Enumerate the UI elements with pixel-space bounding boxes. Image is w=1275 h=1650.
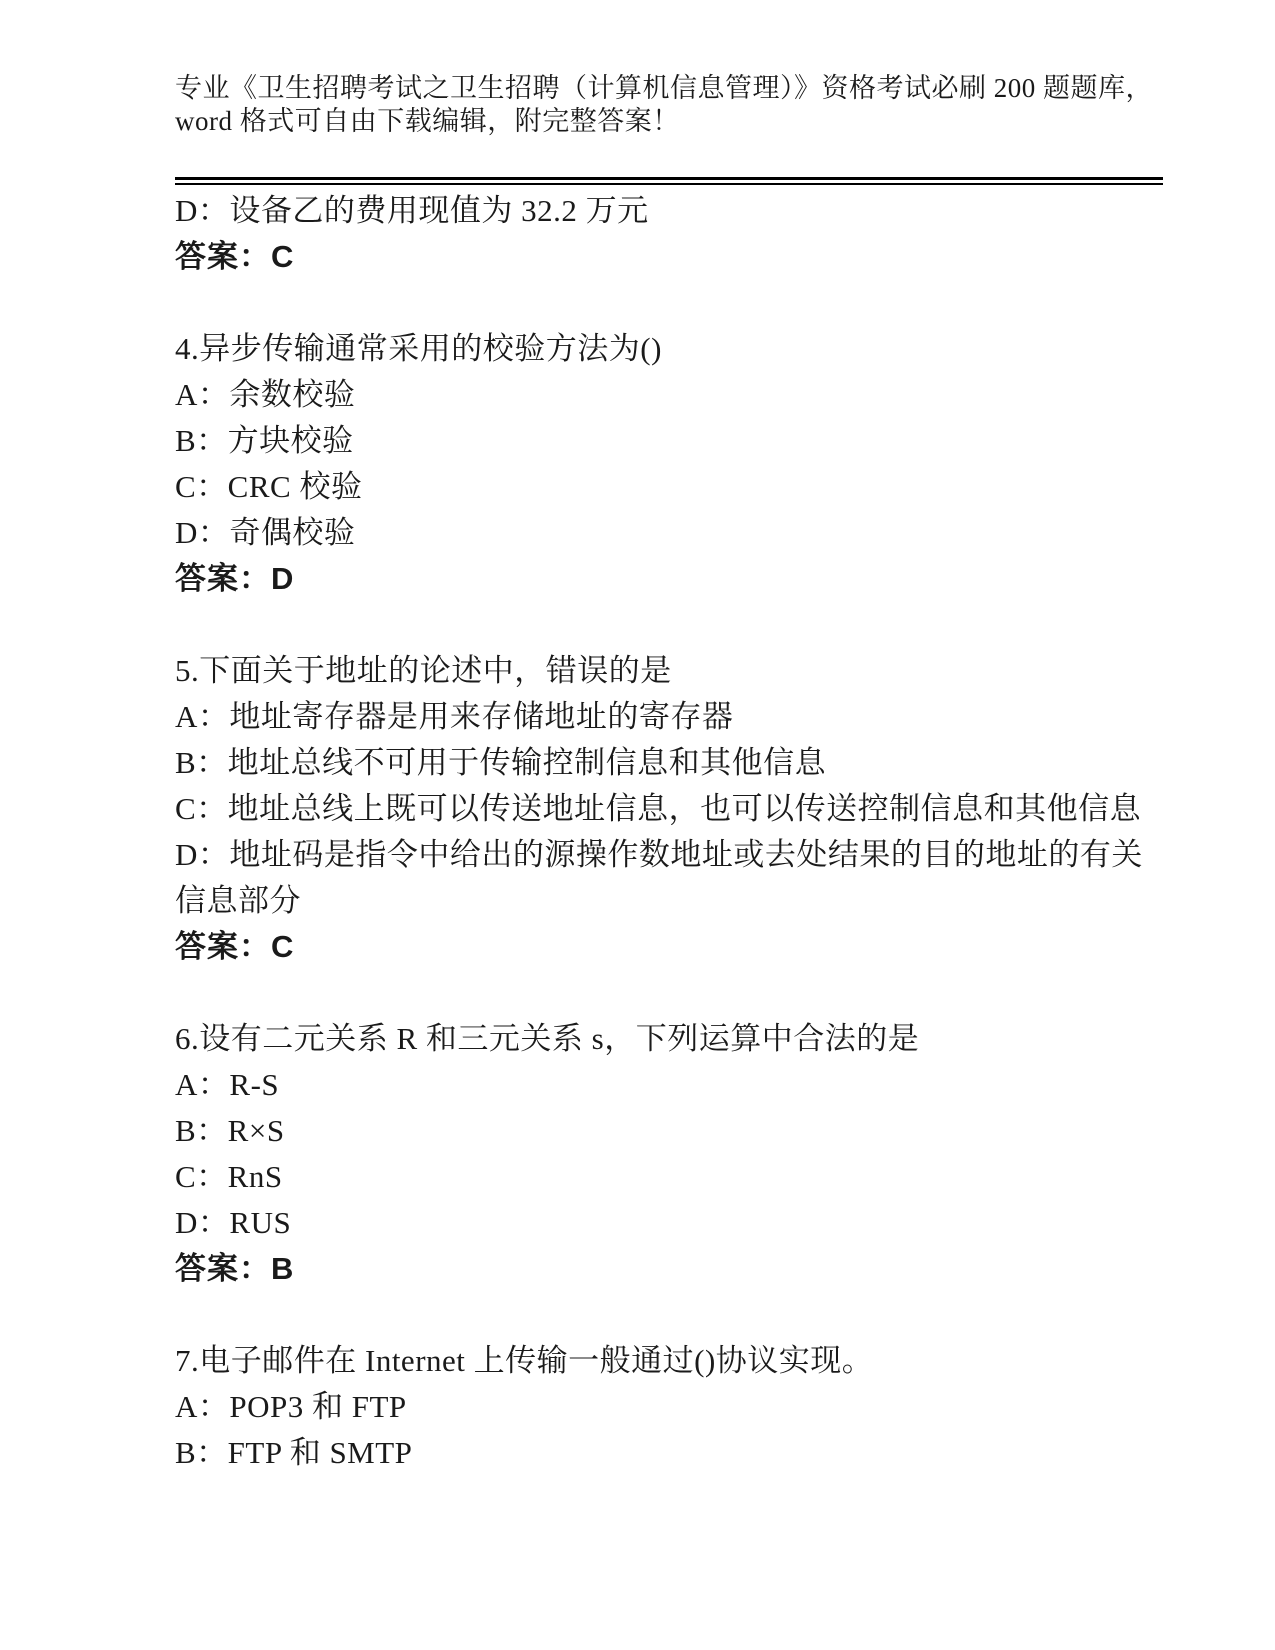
document-header (175, 72, 1165, 138)
option-line: A：POP3 和 FTP (175, 1389, 407, 1424)
option-line: B：FTP 和 SMTP (175, 1435, 413, 1470)
answer-line: 答案：D (175, 561, 295, 596)
question-stem: 6.设有二元关系 R 和三元关系 s，下列运算中合法的是 (175, 1021, 920, 1056)
answer-line: 答案：B (175, 1251, 295, 1286)
option-line: D：地址码是指令中给出的源操作数地址或去处结果的目的地址的有关信息部分 (175, 837, 1143, 918)
question-stem: 7.电子邮件在 Internet 上传输一般通过()协议实现。 (175, 1343, 874, 1378)
document-body (175, 188, 1165, 1476)
option-line: D：RUS (175, 1205, 292, 1240)
option-line: C：地址总线上既可以传送地址信息，也可以传送控制信息和其他信息 (175, 791, 1142, 826)
question-stem: 4.异步传输通常采用的校验方法为() (175, 331, 662, 366)
option-line: C：CRC 校验 (175, 469, 363, 504)
option-line: D：奇偶校验 (175, 515, 356, 550)
option-line: A：R-S (175, 1067, 280, 1102)
content-gap (175, 1292, 1165, 1338)
option-line: A：余数校验 (175, 377, 356, 412)
option-line: B：地址总线不可用于传输控制信息和其他信息 (175, 745, 827, 780)
header-line-2: word 格式可自由下载编辑，附完整答案！ (175, 106, 680, 136)
content-gap (175, 602, 1165, 648)
question-block (175, 1338, 1165, 1476)
question-block (175, 326, 1165, 602)
answer-line: 答案：C (175, 929, 295, 964)
header-separator-rule (175, 177, 1163, 185)
option-line: B：R×S (175, 1113, 285, 1148)
content-gap (175, 280, 1165, 326)
content-gap (175, 970, 1165, 1016)
question-block (175, 188, 1165, 280)
option-line: A：地址寄存器是用来存储地址的寄存器 (175, 699, 734, 734)
answer-line: 答案：C (175, 239, 295, 274)
header-line-1: 专业《卫生招聘考试之卫生招聘（计算机信息管理）》资格考试必刷 200 题题库， (175, 73, 1153, 103)
question-block (175, 648, 1165, 970)
option-line: B：方块校验 (175, 423, 354, 458)
question-block (175, 1016, 1165, 1292)
option-line: C：RnS (175, 1159, 283, 1194)
option-line: D：设备乙的费用现值为 32.2 万元 (175, 193, 649, 228)
question-stem: 5.下面关于地址的论述中，错误的是 (175, 653, 672, 688)
